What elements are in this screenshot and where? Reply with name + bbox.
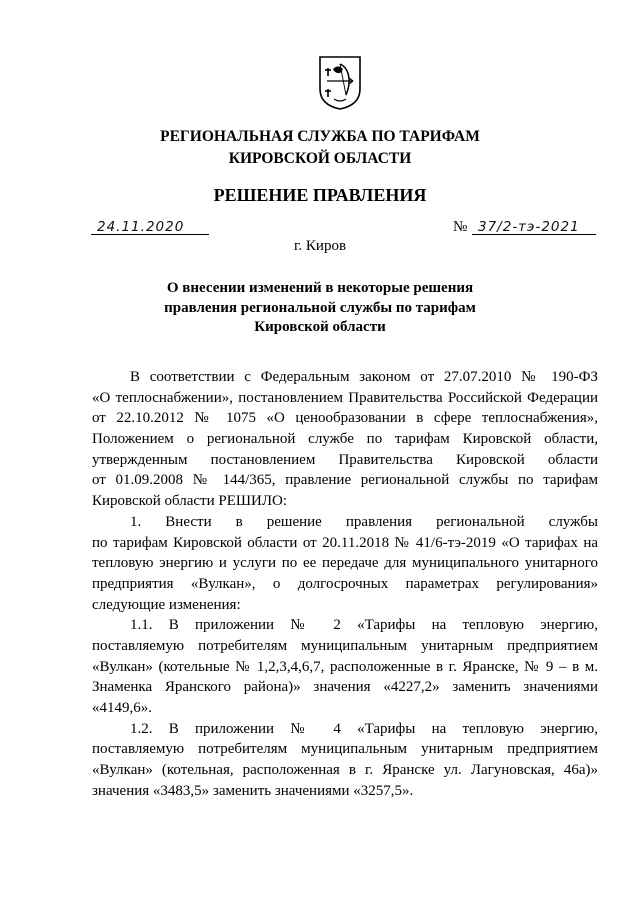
org-name-line1: РЕГИОНАЛЬНАЯ СЛУЖБА ПО ТАРИФАМ — [160, 128, 480, 145]
body-line: значения «3483,5» заменить значениями «3257,5». — [92, 782, 414, 799]
body-line: 1.2. В приложении № 4 «Тарифы на тепловую энергию, — [130, 720, 598, 737]
document-title: РЕШЕНИЕ ПРАВЛЕНИЯ — [213, 185, 427, 205]
number-field — [472, 216, 596, 235]
body-line: по тарифам Кировской области от 20.11.2018 № 41/6-тэ-2019 «О тарифах на — [92, 534, 598, 551]
body-line: «О теплоснабжении», постановлением Правительства Российской Федерации — [92, 389, 598, 406]
coat-of-arms-icon — [318, 55, 362, 111]
number-sign: № — [453, 219, 468, 235]
number-value: 37/2-тэ-2021 — [478, 219, 580, 235]
body-line: тепловую энергию и услуги по ее передаче для муниципального унитарного — [92, 555, 598, 572]
body-line: от 22.10.2012 № 1075 «О ценообразовании в сфере теплоснабжения», — [92, 410, 598, 427]
body-text — [92, 367, 598, 801]
body-line: утвержденным постановлением Правительства Кировской области — [92, 451, 598, 468]
body-line: Положением о региональной службе по тарифам Кировской области, — [92, 431, 598, 448]
body-line: от 01.09.2008 № 144/365, правление региональной службы по тарифам — [92, 472, 598, 489]
body-line: Кировской области РЕШИЛО: — [92, 493, 288, 510]
body-line: Знаменка Яранского района)» значения «4227,2» заменить значениями — [92, 679, 598, 696]
body-line: 1.1. В приложении № 2 «Тарифы на тепловую энергию, — [130, 617, 598, 634]
body-line: поставляемую потребителям муниципальным унитарным предприятием — [92, 741, 598, 758]
body-line: «Вулкан» (котельные № 1,2,3,4,6,7, расположенные в г. Яранске, № 9 – в м. — [92, 658, 598, 675]
subject-heading — [0, 279, 640, 338]
body-line: В соответствии с Федеральным законом от 27.07.2010 № 190-ФЗ — [130, 369, 598, 385]
body-line: поставляемую потребителям муниципальным унитарным предприятием — [92, 637, 598, 654]
body-line: предприятия «Вулкан», о долгосрочных параметрах регулирования» — [92, 575, 598, 592]
org-name-line2: КИРОВСКОЙ ОБЛАСТИ — [228, 150, 412, 167]
subject-line: Кировской области — [254, 319, 386, 335]
city-label: г. Киров — [293, 238, 347, 254]
date-field — [91, 216, 209, 235]
subject-line: О внесении изменений в некоторые решения — [166, 280, 474, 296]
body-line: «Вулкан» (котельная, расположенная в г. Яранске ул. Лагуновская, 46а)» — [92, 762, 598, 779]
body-line: следующие изменения: — [92, 596, 241, 613]
body-line: «4149,6». — [92, 700, 152, 716]
body-line: 1. Внести в решение правления региональной службы — [130, 513, 598, 530]
subject-line: правления региональной службы по тарифам — [164, 299, 476, 316]
date-value: 24.11.2020 — [97, 219, 185, 235]
